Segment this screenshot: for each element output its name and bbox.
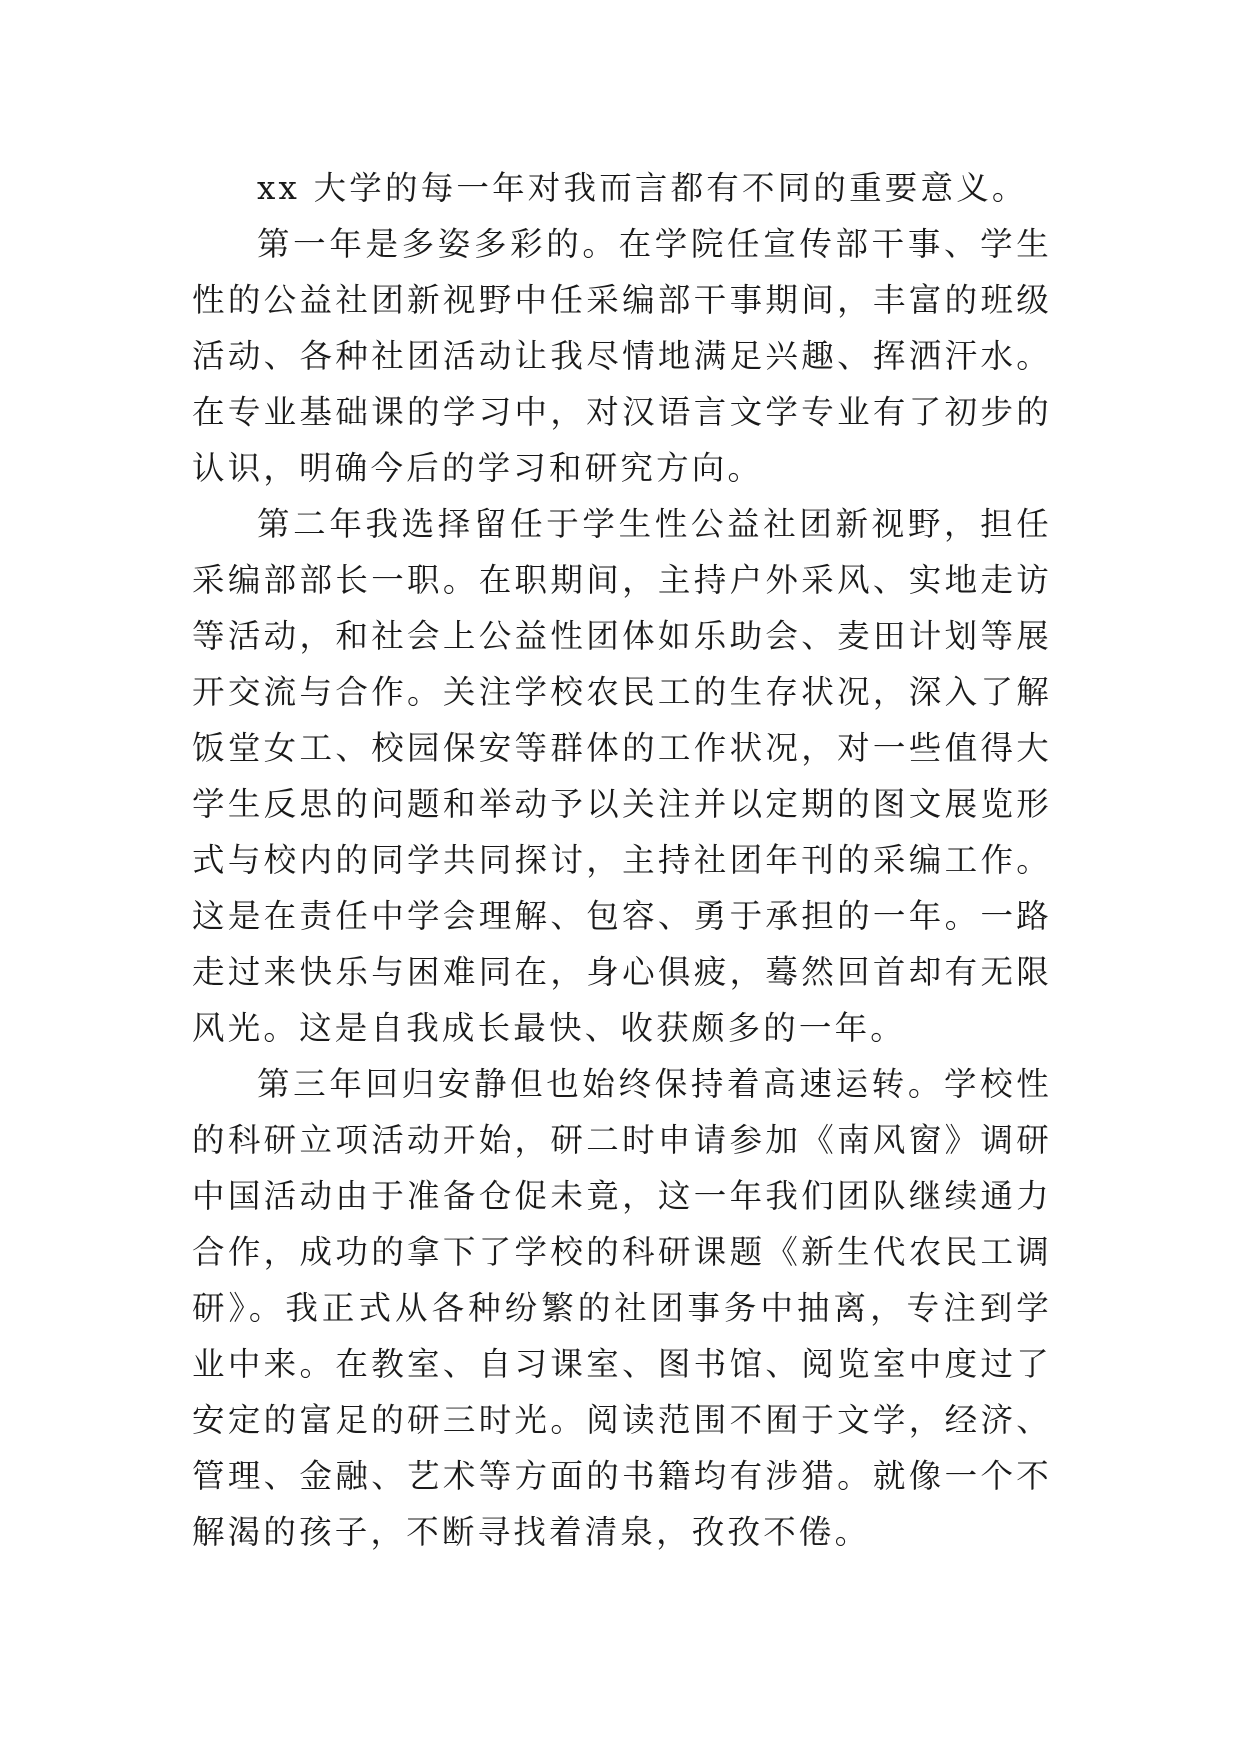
paragraph-year-two: 第二年我选择留任于学生性公益社团新视野，担任采编部部长一职。在职期间，主持户外采风、实地走访等活动，和社会上公益性团体如乐助会、麦田计划等展开交流与合作。关注学校农民工的生存状况，深入了解饭堂女工、校园保安等群体的工作状况，对一些值得大学生反思的问题和举动予以关注并以定期的图文展览形式与校内的同学共同探讨，主持社团年刊的采编工作。这是在责任中学会理解、包容、勇于承担的一年。一路走过来快乐与困难同在，身心俱疲，蓦然回首却有无限风光。这是自我成长最快、收获颇多的一年。 [192,505,1052,1047]
document-body [192,160,1052,1560]
paragraph-intro: xx 大学的每一年对我而言都有不同的重要意义。 [257,169,1028,207]
paragraph-year-three: 第三年回归安静但也始终保持着高速运转。学校性的科研立项活动开始，研二时申请参加《南风窗》调研中国活动由于准备仓促未竟，这一年我们团队继续通力合作，成功的拿下了学校的科研课题《新生代农民工调研》。我正式从各种纷繁的社团事务中抽离，专注到学业中来。在教室、自习课室、图书馆、阅览室中度过了安定的富足的研三时光。阅读范围不囿于文学，经济、管理、金融、艺术等方面的书籍均有涉猎。就像一个不解渴的孩子，不断寻找着清泉，孜孜不倦。 [192,1065,1052,1551]
paragraph-year-one: 第一年是多姿多彩的。在学院任宣传部干事、学生性的公益社团新视野中任采编部干事期间，丰富的班级活动、各种社团活动让我尽情地满足兴趣、挥洒汗水。在专业基础课的学习中，对汉语言文学专业有了初步的认识，明确今后的学习和研究方向。 [192,225,1052,487]
